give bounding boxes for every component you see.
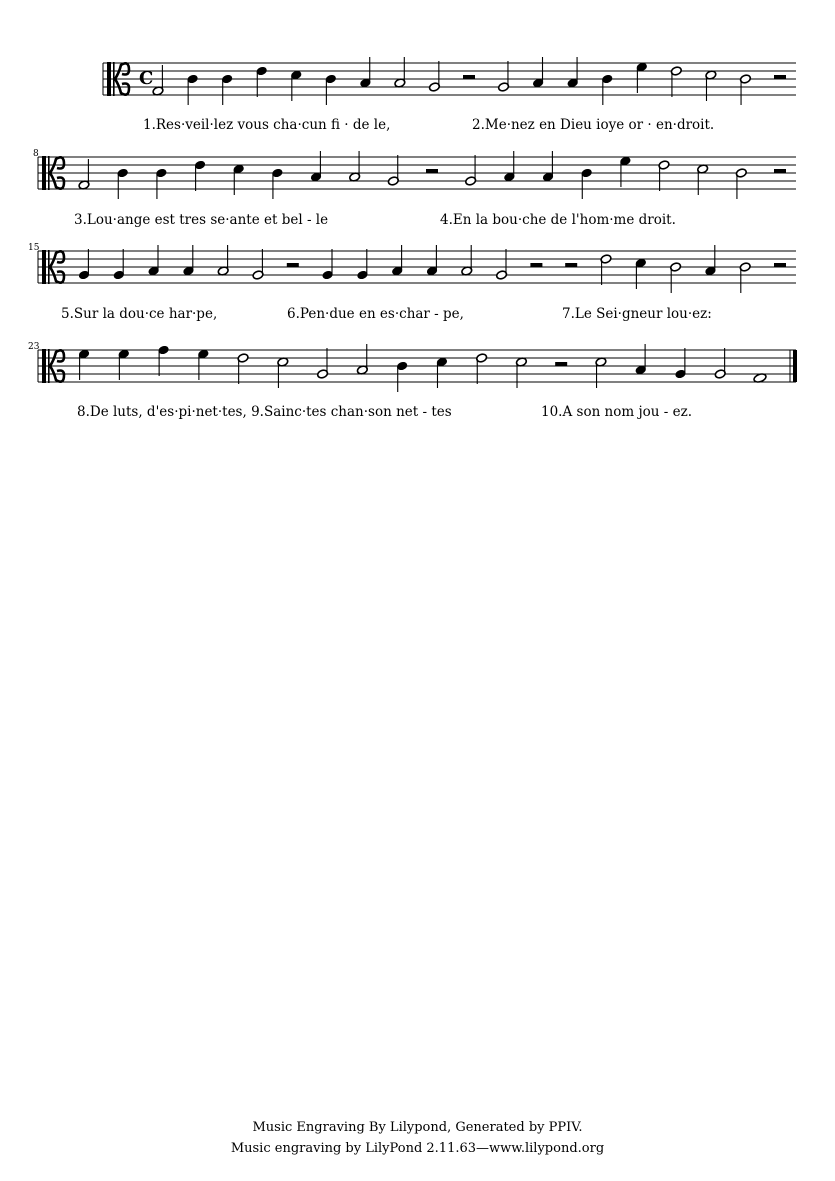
staff: [38, 245, 796, 293]
lyric-line: 2.Me·nez en Dieu ioye or · en·droit.: [472, 117, 715, 133]
engraving-credit: Music Engraving By Lilypond, Generated by PPIV.: [252, 1120, 583, 1135]
note: [391, 245, 403, 276]
note: [496, 249, 508, 280]
note: [271, 168, 283, 199]
note: [735, 168, 747, 199]
note: [221, 74, 233, 105]
staff: [103, 57, 796, 105]
note: [237, 353, 249, 384]
note: [658, 160, 670, 191]
note: [197, 349, 209, 380]
note: [217, 245, 229, 276]
note: [619, 156, 631, 187]
note: [182, 245, 194, 276]
note: [113, 249, 125, 280]
measure-number: 23: [28, 342, 40, 352]
note: [359, 57, 371, 88]
note: [317, 348, 329, 379]
note: [117, 168, 129, 199]
rest: [774, 169, 786, 173]
note: [118, 349, 130, 380]
note: [532, 57, 544, 88]
note: [670, 66, 682, 97]
lyric-line: 6.Pen·due en es·char - pe,: [287, 306, 464, 322]
note: [705, 70, 717, 101]
measure-number: 8: [33, 149, 39, 159]
note: [714, 348, 726, 379]
note: [542, 151, 554, 182]
note: [436, 357, 448, 388]
note: [567, 57, 579, 88]
note: [476, 353, 488, 384]
note: [349, 151, 361, 182]
rest: [463, 75, 475, 79]
note: [325, 74, 337, 105]
note: [256, 66, 268, 97]
rest: [426, 169, 438, 173]
lyric-line: 1.Res·veil·lez vous cha·cun fi · de le,: [143, 117, 391, 133]
note: [310, 151, 322, 182]
note: [595, 357, 607, 388]
rest: [774, 263, 786, 267]
note: [635, 344, 647, 375]
note: [426, 245, 438, 276]
lyric-line: 7.Le Sei·gneur lou·ez:: [562, 306, 712, 322]
note: [356, 344, 368, 375]
lyric-line: 10.A son nom jou - ez.: [541, 404, 693, 420]
note: [187, 74, 199, 105]
note: [675, 348, 687, 379]
note: [739, 262, 751, 293]
rest: [565, 263, 577, 267]
note: [194, 160, 206, 191]
note: [465, 155, 477, 186]
note: [290, 70, 302, 101]
final-barline: [793, 350, 797, 382]
measure-number: 15: [28, 243, 40, 253]
note: [740, 74, 752, 105]
staff: [38, 151, 796, 199]
rest: [555, 362, 567, 366]
note: [635, 258, 647, 289]
note: [78, 349, 90, 380]
staff: [38, 344, 797, 392]
lyric-line: 8.De luts, d'es·pi·net·tes, 9.Sainc·tes chan·son net - tes: [77, 404, 452, 420]
note: [155, 168, 167, 199]
note: [429, 61, 441, 92]
note: [233, 164, 245, 195]
note: [152, 65, 164, 96]
staff-system-1: [143, 117, 714, 133]
note: [498, 61, 510, 92]
note: [581, 168, 593, 199]
note: [601, 74, 613, 105]
note: [394, 57, 406, 88]
note: [356, 249, 368, 280]
note: [396, 361, 408, 392]
note: [277, 357, 289, 388]
note: [148, 245, 160, 276]
rest: [287, 263, 299, 267]
note: [252, 249, 264, 280]
staff-system-2: [33, 149, 676, 228]
note: [515, 357, 527, 388]
note: [78, 249, 90, 280]
note: [503, 151, 515, 182]
note: [600, 254, 612, 285]
note: [704, 245, 716, 276]
note: [78, 159, 90, 190]
lilypond-credit: Music engraving by LilyPond 2.11.63—www.lilypond.org: [230, 1141, 605, 1156]
rest: [774, 75, 786, 79]
note: [697, 164, 709, 195]
note: [461, 245, 473, 276]
lyric-line: 4.En la bou·che de l'hom·me droit.: [440, 212, 676, 228]
lyric-line: 3.Lou·ange est tres se·ante et bel - le: [74, 212, 329, 228]
time-signature: C: [139, 68, 154, 89]
rest: [530, 263, 542, 267]
note: [670, 262, 682, 293]
note: [636, 62, 648, 93]
note: [387, 155, 399, 186]
note: [322, 249, 334, 280]
lyric-line: 5.Sur la dou·ce har·pe,: [61, 306, 218, 322]
note: [158, 345, 170, 376]
